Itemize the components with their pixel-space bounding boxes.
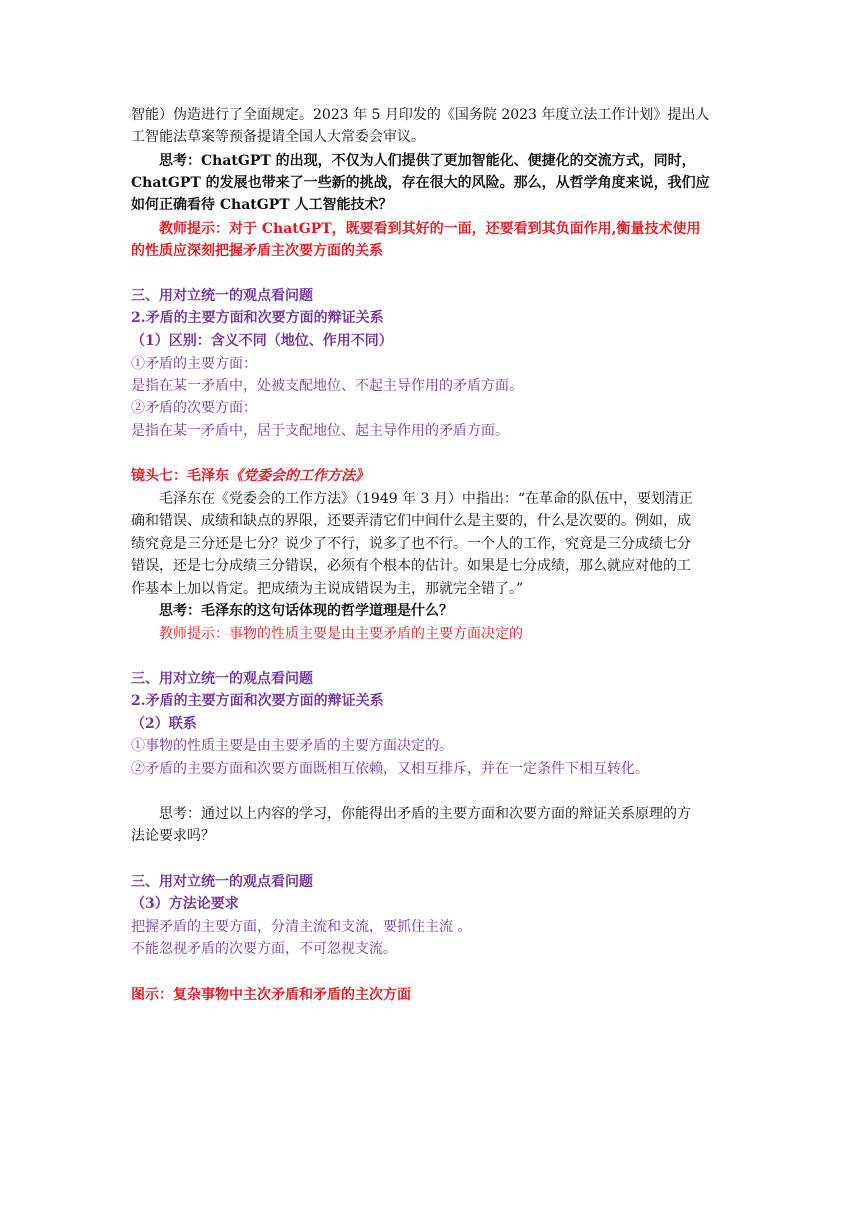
main-aspect-definition: 是指在某一矛盾中，处被支配地位、不起主导作用的矛盾方面。 xyxy=(131,378,523,394)
section-heading-3: 三、用对立统一的观点看问题 xyxy=(131,874,313,890)
lens-seven-heading xyxy=(131,465,733,487)
quote-paragraph-line-5: 作基本上加以肯定。把成绩为主说成错误为主，那就完全错了。” xyxy=(131,581,524,597)
methodology-requirement-2: 不能忽视矛盾的次要方面，不可忽视支流。 xyxy=(131,941,397,957)
connection-heading: （2）联系 xyxy=(131,716,197,732)
figure-caption: 图示：复杂事物中主次矛盾和矛盾的主次方面 xyxy=(131,987,411,1003)
intro-line-1: 智能）伪造进行了全面规定。2023 年 5 月印发的《国务院 2023 年度立法工作计划》提出人 xyxy=(131,107,710,123)
secondary-aspect-definition: 是指在某一矛盾中，居于支配地位、起主导作用的矛盾方面。 xyxy=(131,423,509,439)
lens-seven-prefix: 镜头七：毛泽东 xyxy=(131,468,229,484)
intro-line-2: 工智能法草案等预备提请全国人大常委会审议。 xyxy=(131,129,425,145)
quote-paragraph-line-4: 错误，还是七分成绩三分错误，必须有个根本的估计。如果是七分成绩，那么就应对他的工 xyxy=(131,558,691,574)
think-question-1-cont: ChatGPT 的发展也带来了一些新的挑战，存在很大的风险。那么，从哲学角度来说，我们应 xyxy=(131,175,710,191)
think-question-1: 思考：ChatGPT 的出现，不仅为人们提供了更加智能化、便捷化的交流方式，同时， xyxy=(159,153,696,169)
section-subheading-1: 2.矛盾的主要方面和次要方面的辩证关系 xyxy=(131,310,384,326)
teacher-hint-1: 教师提示：对于 ChatGPT，既要看到其好的一面，还要看到其负面作用,衡量技术使用 xyxy=(159,221,701,237)
lens-seven-title: 《党委会的工作方法》 xyxy=(229,468,369,484)
teacher-hint-1-cont: 的性质应深刻把握矛盾主次要方面的关系 xyxy=(131,243,383,259)
section-heading-1: 三、用对立统一的观点看问题 xyxy=(131,288,313,304)
quote-paragraph-line-3: 绩究竟是三分还是七分？说少了不行，说多了也不行。一个人的工作，究竟是三分成绩七分 xyxy=(131,536,691,552)
teacher-hint-2: 教师提示：事物的性质主要是由主要矛盾的主要方面决定的 xyxy=(159,626,523,642)
think-question-2: 思考：毛泽东的这句话体现的哲学道理是什么？ xyxy=(159,603,453,619)
quote-paragraph-line-2: 确和错误、成绩和缺点的界限，还要弄清它们中间什么是主要的，什么是次要的。例如，成 xyxy=(131,513,691,529)
quote-paragraph-line-1: 毛泽东在《党委会的工作方法》（1949 年 3 月）中指出：“在革命的队伍中，要划清正 xyxy=(159,491,694,507)
methodology-requirement-1: 把握矛盾的主要方面，分清主流和支流，要抓住主流 。 xyxy=(131,919,472,935)
think-question-1-cont-2: 如何正确看待 ChatGPT 人工智能技术？ xyxy=(131,197,393,213)
difference-heading: （1）区别：含义不同（地位、作用不同） xyxy=(131,333,393,349)
section-heading-2: 三、用对立统一的观点看问题 xyxy=(131,671,313,687)
connection-point-1: ①事物的性质主要是由主要矛盾的主要方面决定的。 xyxy=(131,738,453,754)
section-subheading-2: 2.矛盾的主要方面和次要方面的辩证关系 xyxy=(131,693,384,709)
secondary-aspect-label: ②矛盾的次要方面： xyxy=(131,400,257,416)
main-aspect-label: ①矛盾的主要方面： xyxy=(131,356,257,372)
think-question-3: 思考：通过以上内容的学习，你能得出矛盾的主要方面和次要方面的辩证关系原理的方 xyxy=(159,806,691,822)
think-question-3-cont: 法论要求吗？ xyxy=(131,828,215,844)
connection-point-2: ②矛盾的主要方面和次要方面既相互依赖，又相互排斥，并在一定条件下相互转化。 xyxy=(131,761,649,777)
methodology-heading: （3）方法论要求 xyxy=(131,896,239,912)
